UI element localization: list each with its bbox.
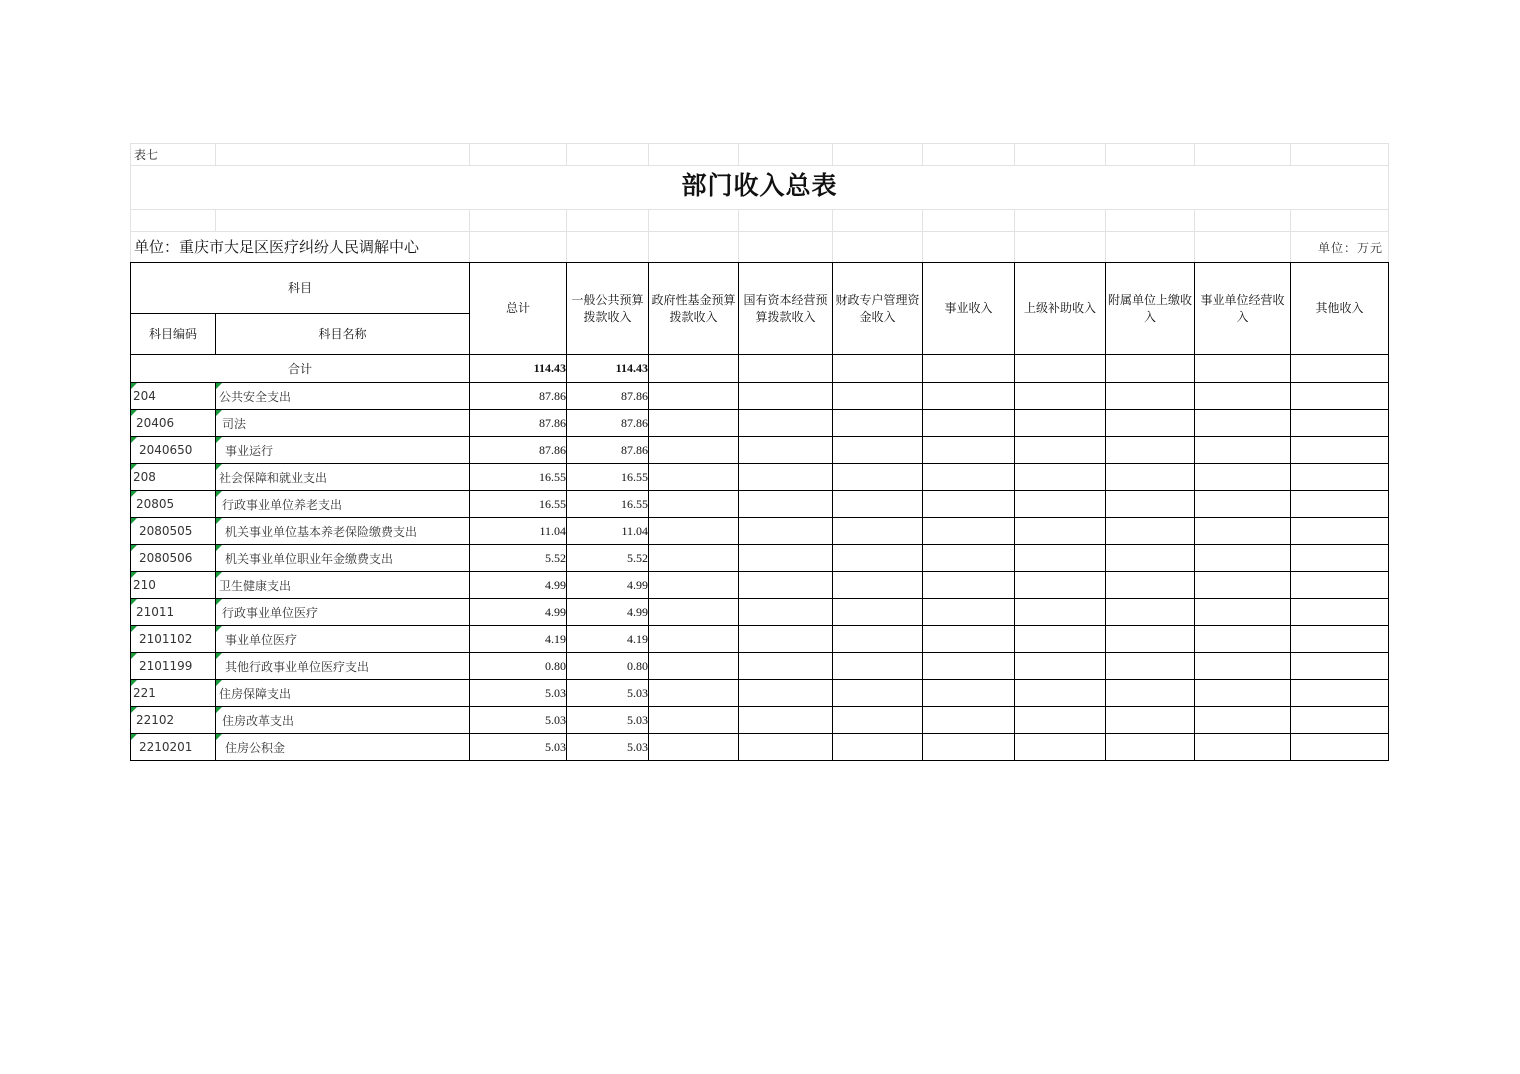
text-format-marker-icon [216, 410, 222, 416]
cell-general-budget: 16.55 [567, 464, 649, 491]
header-superior-subsidy: 上级补助收入 [1015, 263, 1106, 355]
table-row [131, 491, 1389, 518]
text-format-marker-icon [131, 680, 137, 686]
header-state-capital: 国有资本经营预算拨款收入 [739, 263, 833, 355]
total-label: 合计 [131, 355, 470, 383]
text-format-marker-icon [216, 572, 222, 578]
header-operating: 事业单位经营收入 [1195, 263, 1291, 355]
cell-general-budget: 5.03 [567, 680, 649, 707]
subject-name: 公共安全支出 [216, 383, 470, 410]
text-format-marker-icon [131, 545, 137, 551]
cell-total: 16.55 [470, 464, 567, 491]
subject-code: 21011 [131, 599, 216, 626]
subject-code: 221 [131, 680, 216, 707]
subject-code: 22102 [131, 707, 216, 734]
text-format-marker-icon [131, 518, 137, 524]
subject-name: 事业单位医疗 [216, 626, 470, 653]
cell-general-budget: 11.04 [567, 518, 649, 545]
subject-name: 其他行政事业单位医疗支出 [216, 653, 470, 680]
total-total: 114.43 [470, 355, 567, 383]
subject-code: 20406 [131, 410, 216, 437]
subject-name: 住房改革支出 [216, 707, 470, 734]
text-format-marker-icon [216, 707, 222, 713]
unit-currency: 单位：万元 [1317, 241, 1383, 255]
subject-name: 行政事业单位养老支出 [216, 491, 470, 518]
cell-total: 5.03 [470, 680, 567, 707]
table-row [131, 572, 1389, 599]
cell-total: 5.03 [470, 707, 567, 734]
subject-name: 司法 [216, 410, 470, 437]
page-title: 部门收入总表 [681, 171, 838, 200]
text-format-marker-icon [131, 572, 137, 578]
unit-organization: 单位：重庆市大足区医疗纠纷人民调解中心 [134, 238, 420, 256]
header-general-budget: 一般公共预算拨款收入 [567, 263, 649, 355]
income-summary-table [130, 262, 1389, 761]
cell-general-budget: 16.55 [567, 491, 649, 518]
header-other: 其他收入 [1291, 263, 1389, 355]
text-format-marker-icon [131, 491, 137, 497]
cell-general-budget: 87.86 [567, 437, 649, 464]
subject-name: 住房公积金 [216, 734, 470, 761]
cell-total: 4.19 [470, 626, 567, 653]
subject-code: 204 [131, 383, 216, 410]
subject-code: 2040650 [131, 437, 216, 464]
cell-total: 4.99 [470, 572, 567, 599]
table-row [131, 545, 1389, 572]
subject-code: 2080506 [131, 545, 216, 572]
cell-general-budget: 4.19 [567, 626, 649, 653]
table-row [131, 464, 1389, 491]
subject-code: 210 [131, 572, 216, 599]
cell-total: 87.86 [470, 383, 567, 410]
total-general-budget: 114.43 [567, 355, 649, 383]
table-row [131, 518, 1389, 545]
text-format-marker-icon [216, 626, 222, 632]
total-row [131, 355, 1389, 383]
table-row [131, 680, 1389, 707]
text-format-marker-icon [216, 437, 222, 443]
subject-name: 行政事业单位医疗 [216, 599, 470, 626]
text-format-marker-icon [131, 626, 137, 632]
cell-total: 11.04 [470, 518, 567, 545]
cell-general-budget: 5.03 [567, 734, 649, 761]
subject-code: 2101199 [131, 653, 216, 680]
text-format-marker-icon [131, 437, 137, 443]
text-format-marker-icon [216, 680, 222, 686]
subject-code: 2080505 [131, 518, 216, 545]
table-row [131, 410, 1389, 437]
text-format-marker-icon [131, 599, 137, 605]
cell-general-budget: 87.86 [567, 410, 649, 437]
subject-name: 机关事业单位基本养老保险缴费支出 [216, 518, 470, 545]
text-format-marker-icon [216, 653, 222, 659]
cell-general-budget: 4.99 [567, 599, 649, 626]
subject-code: 20805 [131, 491, 216, 518]
cell-total: 0.80 [470, 653, 567, 680]
cell-general-budget: 5.52 [567, 545, 649, 572]
cell-general-budget: 5.03 [567, 707, 649, 734]
cell-total: 5.52 [470, 545, 567, 572]
header-name: 科目名称 [216, 314, 470, 355]
header-code: 科目编码 [131, 314, 216, 355]
subject-code: 2210201 [131, 734, 216, 761]
table-row [131, 437, 1389, 464]
header-total: 总计 [470, 263, 567, 355]
subject-code: 208 [131, 464, 216, 491]
text-format-marker-icon [131, 734, 137, 740]
header-subject: 科目 [131, 263, 470, 314]
text-format-marker-icon [131, 410, 137, 416]
subject-code: 2101102 [131, 626, 216, 653]
subject-name: 住房保障支出 [216, 680, 470, 707]
cell-total: 5.03 [470, 734, 567, 761]
text-format-marker-icon [216, 545, 222, 551]
subject-name: 机关事业单位职业年金缴费支出 [216, 545, 470, 572]
subject-name: 卫生健康支出 [216, 572, 470, 599]
cell-total: 87.86 [470, 437, 567, 464]
header-business: 事业收入 [923, 263, 1015, 355]
cell-general-budget: 87.86 [567, 383, 649, 410]
table-label: 表七 [134, 148, 159, 162]
cell-total: 4.99 [470, 599, 567, 626]
text-format-marker-icon [131, 383, 137, 389]
cell-general-budget: 0.80 [567, 653, 649, 680]
text-format-marker-icon [216, 599, 222, 605]
text-format-marker-icon [216, 383, 222, 389]
header-gov-fund: 政府性基金预算拨款收入 [649, 263, 739, 355]
text-format-marker-icon [216, 491, 222, 497]
subject-name: 社会保障和就业支出 [216, 464, 470, 491]
cell-general-budget: 4.99 [567, 572, 649, 599]
table-row [131, 383, 1389, 410]
table-row [131, 599, 1389, 626]
subject-name: 事业运行 [216, 437, 470, 464]
header-affiliated: 附属单位上缴收入 [1106, 263, 1195, 355]
table-row [131, 707, 1389, 734]
text-format-marker-icon [131, 653, 137, 659]
table-row [131, 626, 1389, 653]
text-format-marker-icon [216, 464, 222, 470]
text-format-marker-icon [131, 464, 137, 470]
cell-total: 87.86 [470, 410, 567, 437]
header-fiscal-special: 财政专户管理资金收入 [833, 263, 923, 355]
text-format-marker-icon [216, 518, 222, 524]
text-format-marker-icon [216, 734, 222, 740]
table-row [131, 734, 1389, 761]
table-row [131, 653, 1389, 680]
cell-total: 16.55 [470, 491, 567, 518]
text-format-marker-icon [131, 707, 137, 713]
